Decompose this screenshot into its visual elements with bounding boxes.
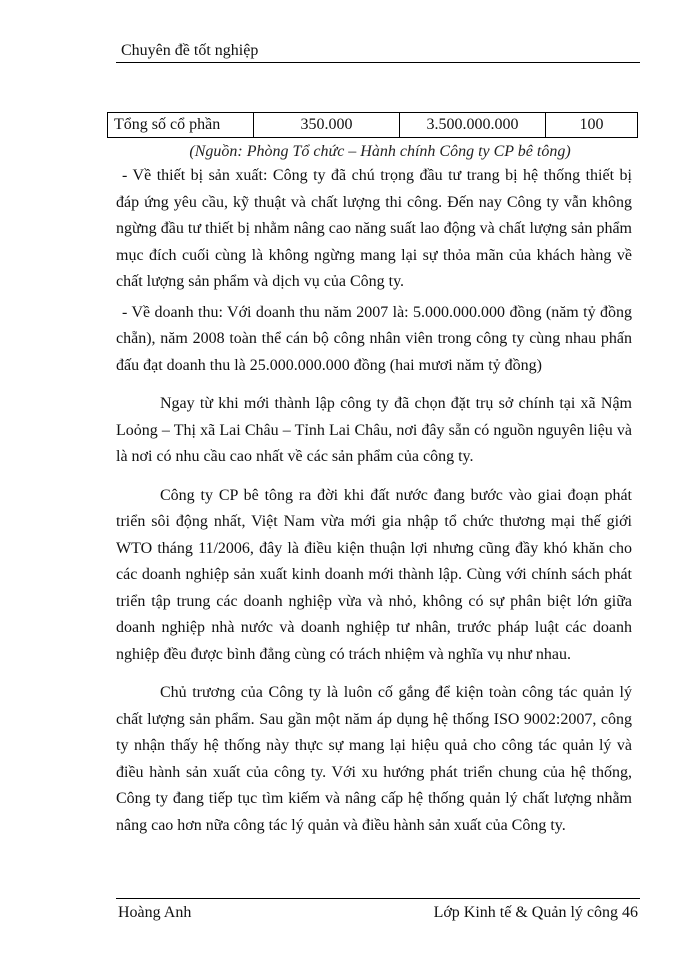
table-cell-shares: 350.000 xyxy=(254,113,400,138)
table-cell-value: 3.500.000.000 xyxy=(400,113,546,138)
paragraph-revenue: - Về doanh thu: Với doanh thu năm 2007 là: 5.000.000.000 đồng (năm tỷ đồng chẵn), năm 2008 toàn thể cán bộ công nhân viên trong công ty cùng nhau phấn đấu đạt doanh thu là 25.000.000.000 đồng (hai mươi năm tỷ đồng) xyxy=(116,303,632,374)
table-source-note: (Nguồn: Phòng Tổ chức – Hành chính Công ty CP bê tông) xyxy=(189,143,571,160)
footer-class-info: Lớp Kinh tế & Quản lý công 46 xyxy=(433,904,638,921)
header-divider xyxy=(116,62,640,63)
share-summary-table xyxy=(107,112,638,138)
table-row xyxy=(108,113,638,138)
body-text xyxy=(116,163,632,843)
paragraph-context: Công ty CP bê tông ra đời khi đất nước đang bước vào giai đoạn phát triển sôi động nhất, Việt Nam vừa mới gia nhập tổ chức thương mại thế giới WTO tháng 11/2006, đây là điều kiện thuận lợi nhưng cũng đầy khó khăn cho các doanh nghiệp sản xuất kinh doanh mới thành lập. Cùng với chính sách phát triển tập trung các doanh nghiệp vừa và nhỏ, không có sự phân biệt lớn giữa doanh nghiệp nhà nước và doanh nghiệp tư nhân, trước pháp luật các doanh nghiệp đều được bình đẳng cùng có trách nhiệm và nghĩa vụ như nhau. xyxy=(116,486,632,663)
table-cell-label: Tổng số cổ phần xyxy=(108,113,254,138)
paragraph-equipment: - Về thiết bị sản xuất: Công ty đã chú trọng đầu tư trang bị hệ thống thiết bị đáp ứng yêu cầu, kỹ thuật và chất lượng thi công. Đến nay Công ty vẫn không ngừng đầu tư thiết bị nhằm nâng cao năng suất lao động và chất lượng sản phẩm mục đích cuối cùng là không ngừng mang lại sự thỏa mãn của khách hàng về chất lượng sản phẩm và dịch vụ của Công ty. xyxy=(116,167,632,290)
page-header-title: Chuyên đề tốt nghiệp xyxy=(121,42,259,59)
footer-divider xyxy=(116,898,640,899)
paragraph-quality-policy: Chủ trương của Công ty là luôn cố gắng để kiện toàn công tác quản lý chất lượng sản phẩm. Sau gần một năm áp dụng hệ thống ISO 9002:2007, công ty nhận thấy hệ thống này thực sự mang lại hiệu quả cho công tác quản lý và điều hành sản xuất của công ty. Với xu hướng phát triển chung của hệ thống, Công ty đang tiếp tục tìm kiếm và nâng cấp hệ thống quản lý chất lượng nhằm nâng cao hơn nữa công tác lý quản và điều hành sản xuất của Công ty. xyxy=(116,684,632,834)
footer-author: Hoàng Anh xyxy=(118,904,192,921)
table-cell-percent: 100 xyxy=(546,113,638,138)
paragraph-headquarters: Ngay từ khi mới thành lập công ty đã chọn đặt trụ sở chính tại xã Nậm Loỏng – Thị xã Lai Châu – Tỉnh Lai Châu, nơi đây sẵn có nguồn nguyên liệu và là nơi có nhu cầu cao nhất về các sản phẩm của công ty. xyxy=(116,395,632,465)
